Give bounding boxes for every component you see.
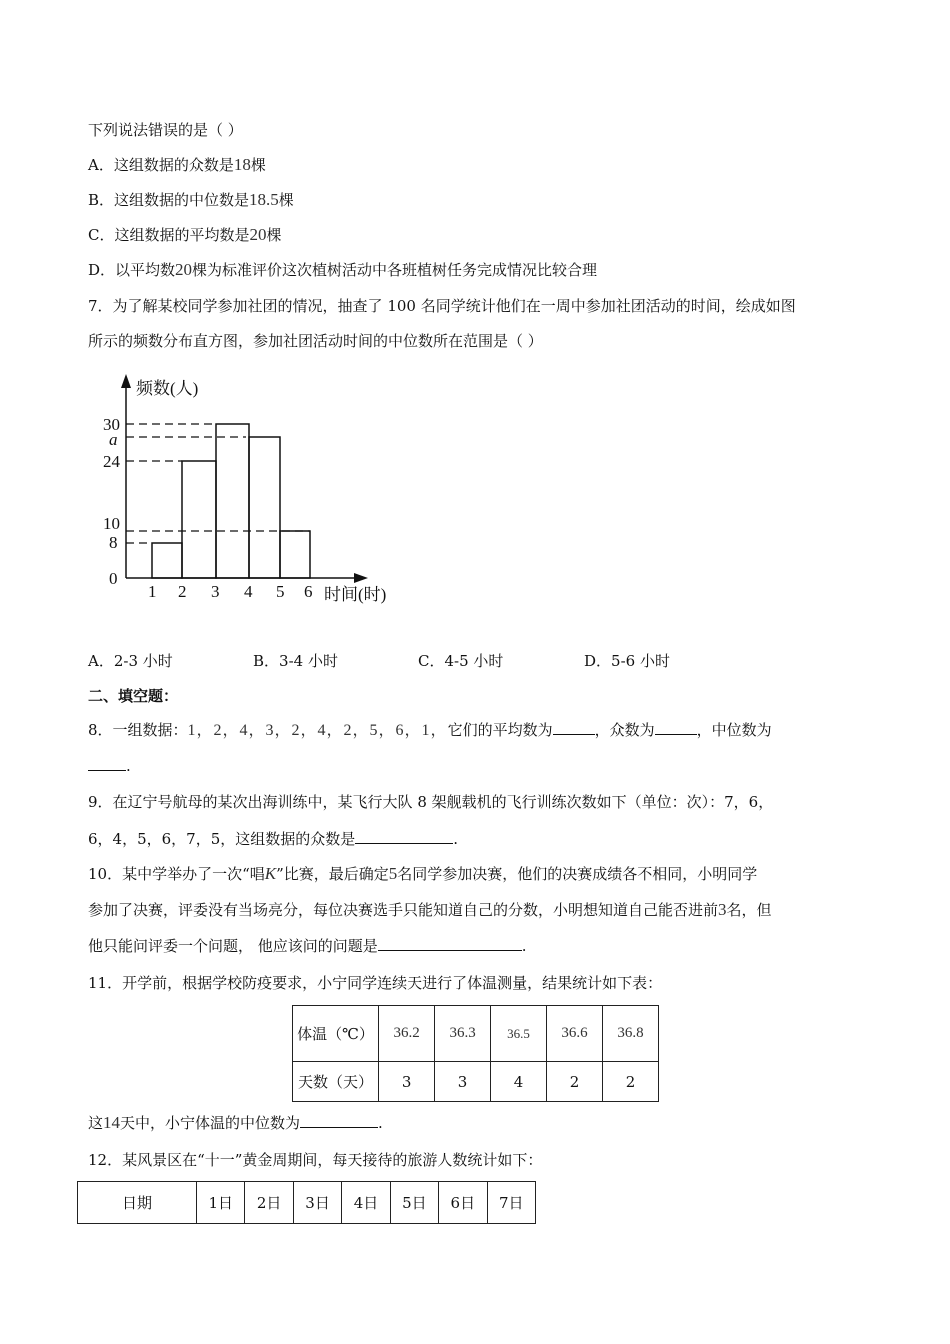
table-cell: 36.8 <box>602 1006 658 1062</box>
table-header-date: 日期 <box>78 1182 197 1224</box>
q11-n14: 14 <box>103 1113 121 1132</box>
answer-blank[interactable] <box>300 1113 378 1128</box>
q10-text: 他只能问评委一个问题， 他应该问的问题是 <box>88 937 378 955</box>
q8-end: . <box>126 757 131 775</box>
answer-blank[interactable] <box>355 829 453 844</box>
q7-option-b: B．3-4 小时 <box>253 652 338 670</box>
visitors-table <box>77 1181 536 1224</box>
svg-text:频数(人): 频数(人) <box>136 379 199 398</box>
table-cell: 2日 <box>245 1182 293 1224</box>
q10-text: 参加了决赛，评委没有当场亮分，每位决赛选手只能知道自己的分数，小明想知道自己能否进前 <box>88 901 719 919</box>
q10-n5: 5 <box>388 864 398 883</box>
temperature-table <box>292 1005 659 1102</box>
svg-text:8: 8 <box>109 533 118 552</box>
option-text: B．这组数据的中位数是 <box>88 191 250 209</box>
svg-text:1: 1 <box>148 582 157 601</box>
q6-option-b <box>88 190 294 210</box>
answer-blank[interactable] <box>378 936 522 951</box>
q8-text1: 它们的平均数为 <box>447 721 553 739</box>
section-title: 二、填空题： <box>88 687 179 705</box>
table-cell: 2 <box>547 1062 603 1102</box>
table-cell: 2 <box>602 1062 658 1102</box>
q7-stem-line2: 所示的频数分布直方图，参加社团活动时间的中位数所在范围是（ ） <box>88 332 543 350</box>
q10-text: 10．某中学举办了一次“唱 <box>88 865 265 883</box>
q7-option-a: A．2-3 小时 <box>88 652 173 670</box>
svg-text:4: 4 <box>244 582 253 601</box>
option-value: 18 <box>233 155 251 174</box>
svg-text:5: 5 <box>276 582 285 601</box>
histogram-chart <box>90 368 410 618</box>
q9-end: . <box>453 830 459 848</box>
table-cell: 4日 <box>342 1182 390 1224</box>
table-header-days: 天数（天） <box>293 1062 379 1102</box>
q9-line2 <box>88 829 458 849</box>
q8-data: 1，2，4，3，2，4，2，5，6，1， <box>187 722 448 739</box>
q8-line2 <box>88 756 131 776</box>
table-cell: 36.6 <box>547 1006 603 1062</box>
y-axis-arrow-icon <box>121 374 131 388</box>
q6-option-c <box>88 225 282 245</box>
option-text: D．以平均数 <box>88 261 176 279</box>
q10-n3: 3 <box>718 900 727 919</box>
table-cell: 6日 <box>439 1182 487 1224</box>
q8-line1 <box>88 720 772 741</box>
svg-text:3: 3 <box>211 582 220 601</box>
q11-stem: 11．开学前，根据学校防疫要求，小宁同学连续天进行了体温测量，结果统计如下表： <box>88 974 663 992</box>
table-cell: 3日 <box>293 1182 341 1224</box>
option-value: 18.5 <box>249 190 279 209</box>
q10-text: 名，但 <box>726 901 772 919</box>
option-suffix: 棵 <box>278 191 294 209</box>
q10-line1 <box>88 864 757 884</box>
q9-line1: 9．在辽宁号航母的某次出海训练中，某飞行大队 8 架舰载机的飞行训练次数如下（单位：次）：7，6， <box>88 793 774 811</box>
q7-option-d: D．5-6 小时 <box>584 652 670 670</box>
table-cell: 5日 <box>390 1182 438 1224</box>
svg-text:2: 2 <box>178 582 187 601</box>
q8-text2: ，众数为 <box>594 721 655 739</box>
q10-text: 名同学参加决赛，他们的决赛成绩各不相同，小明同学 <box>397 865 758 883</box>
table-cell: 36.3 <box>435 1006 491 1062</box>
table-cell: 36.5 <box>491 1006 547 1062</box>
table-cell: 3 <box>435 1062 491 1102</box>
q9-text: 6，4，5，6，7，5，这组数据的众数是 <box>88 830 356 848</box>
q10-line3 <box>88 936 527 956</box>
q10-k: K <box>264 864 277 883</box>
q6-option-a <box>88 155 266 175</box>
option-value: 20 <box>175 260 193 279</box>
q6-stem: 下列说法错误的是（ ） <box>88 121 243 139</box>
q12-stem: 12．某风景区在“十一”黄金周期间，每天接待的旅游人数统计如下： <box>88 1151 543 1169</box>
svg-text:0: 0 <box>109 569 118 588</box>
svg-text:a: a <box>109 430 118 449</box>
option-value: 20 <box>249 225 267 244</box>
answer-blank[interactable] <box>88 756 126 771</box>
q11-text: 天中，小宁体温的中位数为 <box>120 1114 301 1132</box>
svg-text:10: 10 <box>103 514 120 533</box>
x-axis-arrow-icon <box>354 573 368 583</box>
q6-option-d <box>88 260 597 280</box>
q7-option-c: C．4-5 小时 <box>418 652 504 670</box>
svg-text:6: 6 <box>304 582 313 601</box>
table-cell: 4 <box>491 1062 547 1102</box>
table-cell: 36.2 <box>379 1006 435 1062</box>
q11-text: 这 <box>88 1114 104 1132</box>
option-text: A．这组数据的众数是 <box>88 156 234 174</box>
option-suffix: 棵 <box>250 156 266 174</box>
option-suffix: 棵 <box>266 226 282 244</box>
answer-blank[interactable] <box>553 720 595 735</box>
answer-blank[interactable] <box>655 720 697 735</box>
svg-text:30: 30 <box>103 415 120 434</box>
q7-stem-line1: 7．为了解某校同学参加社团的情况，抽查了 100 名同学统计他们在一周中参加社团活动的时间，绘成如图 <box>88 297 796 315</box>
option-text: C．这组数据的平均数是 <box>88 226 250 244</box>
table-cell: 7日 <box>487 1182 535 1224</box>
table-cell: 3 <box>379 1062 435 1102</box>
q11-question <box>88 1113 383 1133</box>
option-suffix: 棵为标准评价这次植树活动中各班植树任务完成情况比较合理 <box>192 261 598 279</box>
q10-end: . <box>521 937 527 955</box>
q11-end: . <box>378 1114 383 1132</box>
svg-text:24: 24 <box>103 452 120 471</box>
q10-text: ”比赛，最后确定 <box>276 865 389 883</box>
q8-prefix: 8．一组数据： <box>88 721 188 739</box>
table-header-temperature: 体温（℃） <box>293 1006 379 1062</box>
q10-line2 <box>88 900 772 920</box>
q8-text3: ，中位数为 <box>696 721 772 739</box>
table-cell: 1日 <box>197 1182 245 1224</box>
svg-text:时间(时): 时间(时) <box>324 585 387 604</box>
